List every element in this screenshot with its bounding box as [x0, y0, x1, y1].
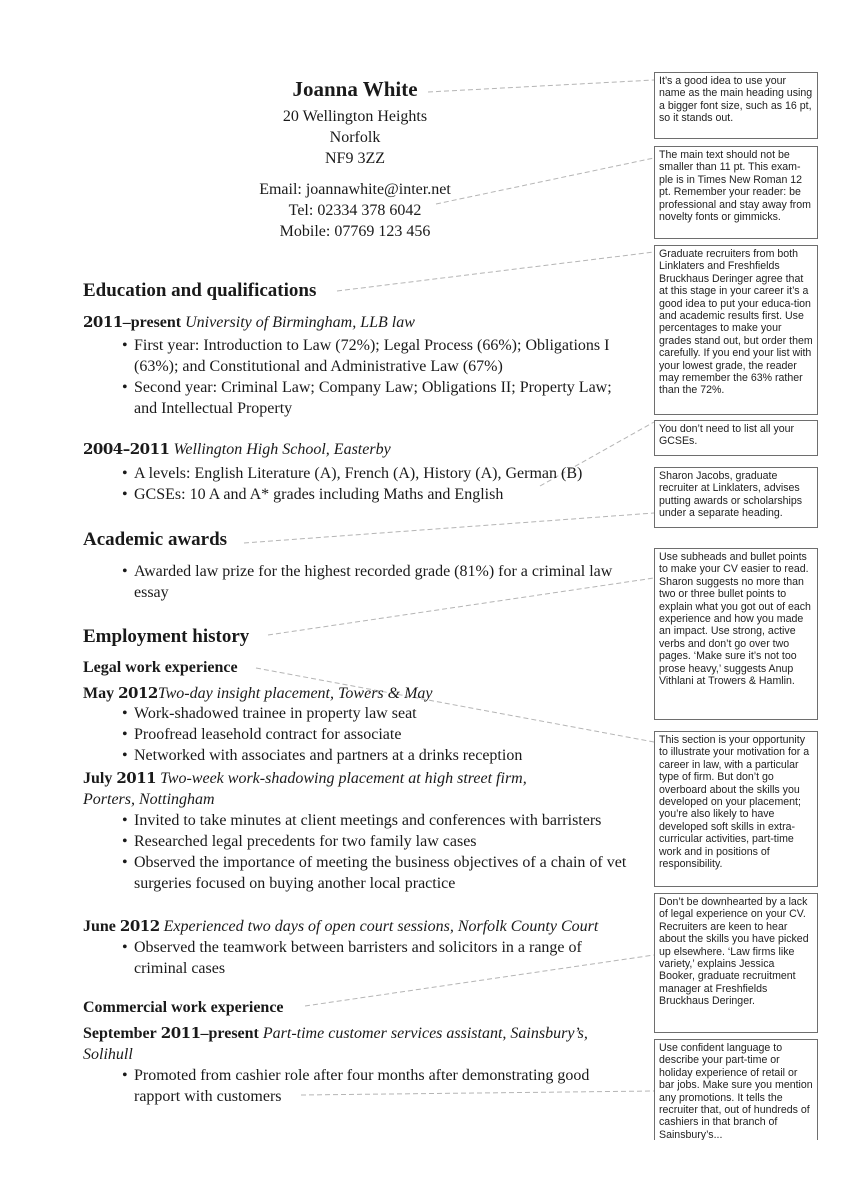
entry-month: July	[83, 770, 113, 787]
annotation-note: Sharon Jacobs, graduate recruiter at Linklaters, advises putting awards or scholarships under a separate heading.	[654, 467, 818, 528]
email: Email: joannawhite@inter.net	[259, 181, 451, 198]
annotation-note: It’s a good idea to use your name as the main heading using a bigger font size, such as 16 pt, so it stands out.	[654, 72, 818, 139]
education-bullets	[118, 463, 628, 505]
subheading-commercial-experience: Commercial work experience	[83, 999, 284, 1016]
entry-year: 2011	[83, 313, 123, 331]
entry-title-line2: Porters, Nottingham	[83, 791, 215, 808]
job-entry-heading	[83, 768, 623, 810]
job-entry-heading	[83, 916, 598, 937]
connector-line	[244, 513, 654, 543]
entry-month: May	[83, 685, 115, 702]
entry-title: Experienced two days of open court sessions, Norfolk County Court	[163, 918, 599, 935]
mobile: Mobile: 07769 123 456	[279, 223, 431, 240]
job-bullets	[118, 703, 628, 766]
section-heading-awards: Academic awards	[83, 529, 228, 550]
entry-title: Two-week work-shadowing placement at high street firm,	[160, 770, 527, 787]
entry-year: 2012	[118, 684, 158, 702]
postcode: NF9 3ZZ	[325, 150, 385, 167]
job-bullets	[118, 937, 628, 979]
awards-bullets	[118, 561, 628, 603]
section-heading-education: Education and qualifications	[83, 280, 317, 301]
entry-year: 2012	[119, 917, 160, 935]
connector-line	[337, 252, 654, 291]
annotation-note: Graduate recruiters from both Linklaters and Freshfields Bruckhaus Deringer agree that at this stage in your career it’s a good idea to put your educa-tion and academic results first. Use percentages to make your grades stand out, but order them carefully. If you end your list with your lowest grade, the reader may remember the 63% rather than the 72%.	[654, 245, 818, 415]
entry-dates: –present	[200, 1025, 259, 1042]
list-item: • Proofread leasehold contract for associate	[118, 724, 628, 745]
subheading-legal-experience: Legal work experience	[83, 659, 238, 676]
list-item: • Awarded law prize for the highest recorded grade (81%) for a criminal law essay	[118, 561, 628, 603]
list-item: • First year: Introduction to Law (72%); Legal Process (66%); Obligations I (63%); and Constitutional and Administrative Law (67%)	[118, 335, 618, 377]
entry-year: 2011	[116, 769, 157, 787]
education-entry-heading	[83, 439, 391, 460]
list-item: • Work-shadowed trainee in property law seat	[118, 703, 628, 724]
job-bullets	[118, 810, 628, 894]
annotation-note: This section is your opportunity to illustrate your motivation for a career in law, with a particular type of firm. But don’t go overboard about the skills you developed on your placement; you’re also likely to have developed soft skills in extra-curricular activities, part-time work and in positions of responsibility.	[654, 731, 818, 887]
list-item: • A levels: English Literature (A), French (A), History (A), German (B)	[118, 463, 628, 484]
annotation-note: Use confident language to describe your part-time or holiday experience of retail or bar jobs. Make sure you mention any promotions. It tells the recruiter that, out of hundreds of cashiers in that branch of Sainsbury’s...	[654, 1039, 818, 1140]
annotation-note: You don’t need to list all your GCSEs.	[654, 420, 818, 456]
entry-month: September	[83, 1025, 157, 1042]
list-item: • Second year: Criminal Law; Company Law; Obligations II; Property Law; and Intellectual Property	[118, 377, 618, 419]
entry-month: June	[83, 918, 116, 935]
entry-title-line2: Solihull	[83, 1046, 133, 1063]
annotation-note: Don’t be downhearted by a lack of legal experience on your CV. Recruiters are keen to hear about the skills you have picked up elsewhere. ‘Law firms like variety,’ explains Jessica Booker, graduate recruitment manager at Freshfields Bruckhaus Deringer.	[654, 893, 818, 1033]
contact-block	[200, 106, 510, 242]
entry-title: Two-day insight placement, Towers & May	[157, 685, 433, 702]
entry-institution: Wellington High School, Easterby	[173, 441, 391, 458]
list-item: • Observed the teamwork between barristers and solicitors in a range of criminal cases	[118, 937, 628, 979]
job-entry-heading	[83, 683, 433, 704]
entry-year: 2004–2011	[83, 440, 170, 458]
education-entry-heading	[83, 312, 415, 333]
job-bullets	[118, 1065, 628, 1107]
job-entry-heading	[83, 1023, 643, 1065]
address-line: 20 Wellington Heights	[282, 108, 428, 125]
list-item: • Researched legal precedents for two family law cases	[118, 831, 628, 852]
entry-title: Part-time customer services assistant, Sainsbury’s,	[262, 1025, 588, 1042]
annotation-note: Use subheads and bullet points to make your CV easier to read. Sharon suggests no more than two or three bullet points to explain what you got out of each experience and how you made an impact. Use strong, active verbs and don’t go over two pages. ‘Make sure it’s not too prose heavy,’ suggests Anup Vithlani at Trowers & Hamlin.	[654, 548, 818, 720]
list-item: • Networked with associates and partners at a drinks reception	[118, 745, 628, 766]
list-item: • Observed the importance of meeting the business objectives of a chain of vet surgeries focused on buying another local practice	[118, 852, 628, 894]
entry-dates: –present	[122, 314, 182, 331]
education-bullets	[118, 335, 618, 419]
entry-year: 2011	[160, 1024, 201, 1042]
section-heading-employment: Employment history	[83, 626, 250, 647]
list-item: • Invited to take minutes at client meetings and conferences with barristers	[118, 810, 628, 831]
list-item: • Promoted from cashier role after four months after demonstrating good rapport with customers	[118, 1065, 628, 1107]
annotation-note: The main text should not be smaller than 11 pt. This exam-ple is in Times New Roman 12 pt. Remember your reader: be professional and stay away from novelty fonts or gimmicks.	[654, 146, 818, 239]
telephone: Tel: 02334 378 6042	[288, 202, 422, 219]
cv-name-heading: Joanna White	[292, 77, 418, 101]
address-line: Norfolk	[329, 129, 381, 146]
list-item: • GCSEs: 10 A and A* grades including Maths and English	[118, 484, 628, 505]
entry-institution: University of Birmingham, LLB law	[185, 314, 415, 331]
